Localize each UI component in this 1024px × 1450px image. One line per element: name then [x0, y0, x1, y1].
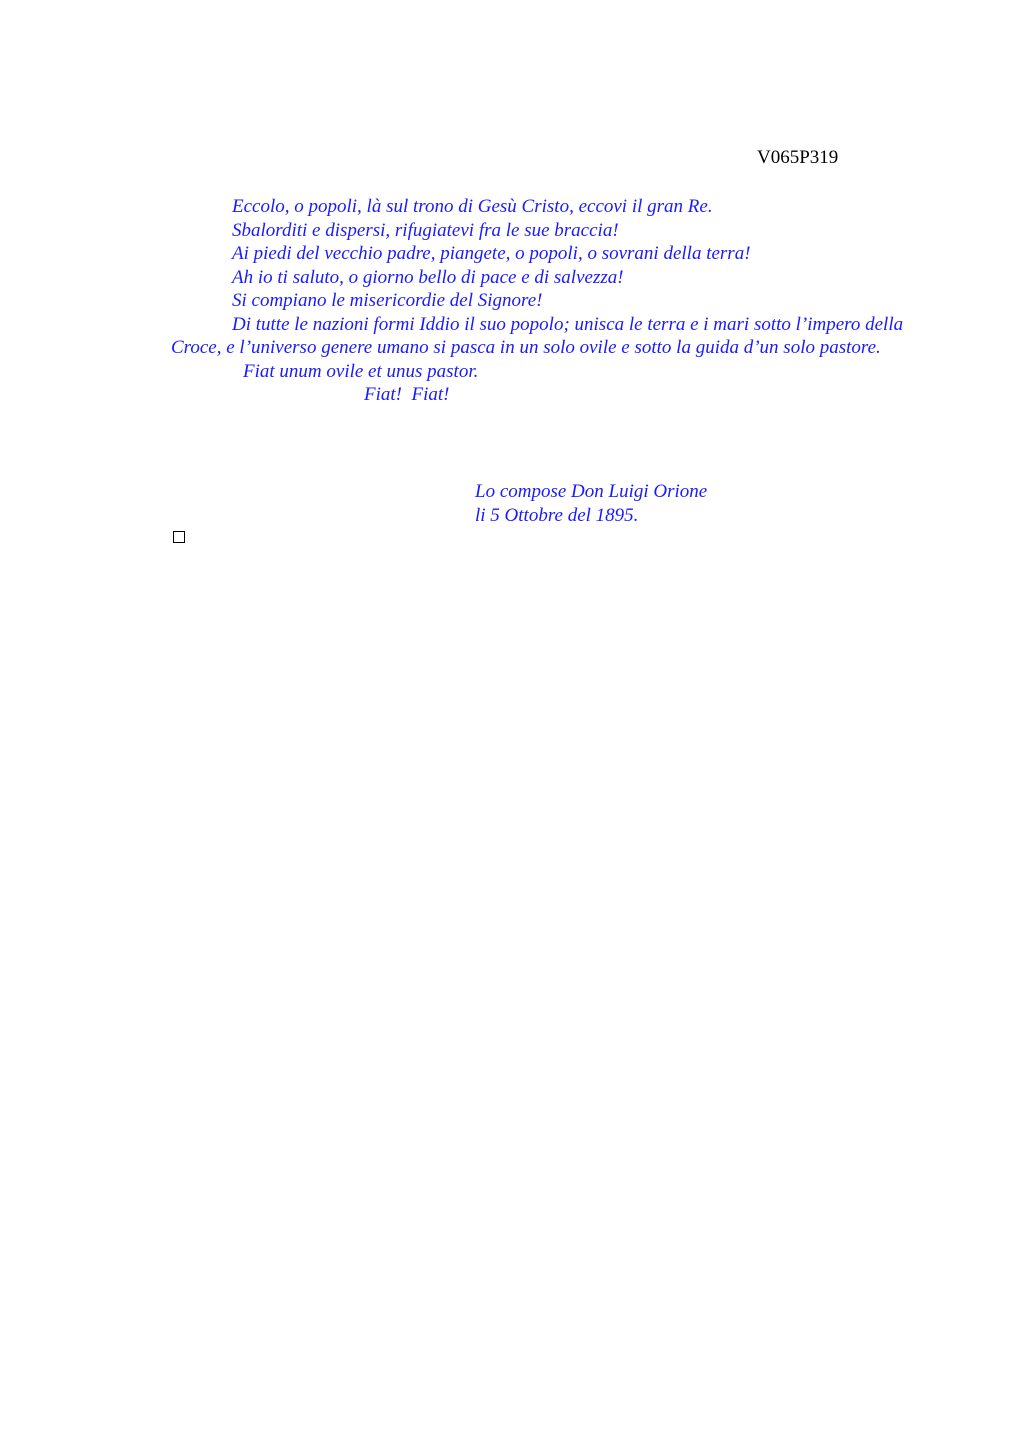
signature-block	[475, 480, 707, 527]
text-line-1: Eccolo, o popoli, là sul trono di Gesù Cristo, eccovi il gran Re.	[232, 196, 713, 217]
text-line-4: Ah io ti saluto, o giorno bello di pace e di salvezza!	[232, 266, 624, 288]
signature-line-1: Lo compose Don Luigi Orione	[475, 481, 708, 502]
fiat-line: Fiat! Fiat!	[364, 384, 450, 405]
text-line-3: Ai piedi del vecchio padre, piangete, o popoli, o sovrani della terra!	[232, 243, 751, 264]
text-line-2: Sbalorditi e dispersi, rifugiatevi fra le sue braccia!	[232, 219, 619, 241]
text-line-5: Si compiano le misericordie del Signore!	[232, 290, 543, 311]
page-reference: V065P319	[757, 147, 839, 168]
square-box-icon	[173, 531, 185, 543]
signature-line-2: li 5 Ottobre del 1895.	[475, 504, 639, 526]
document-body	[171, 195, 931, 407]
text-paragraph: Di tutte le nazioni formi Iddio il suo popolo; unisca le terra e i mari sotto l’impero della Croce, e l’universo genere umano si pasca in un solo ovile e sotto la guida d’un solo pastore.	[171, 313, 904, 358]
latin-line: Fiat unum ovile et unus pastor.	[243, 360, 479, 382]
